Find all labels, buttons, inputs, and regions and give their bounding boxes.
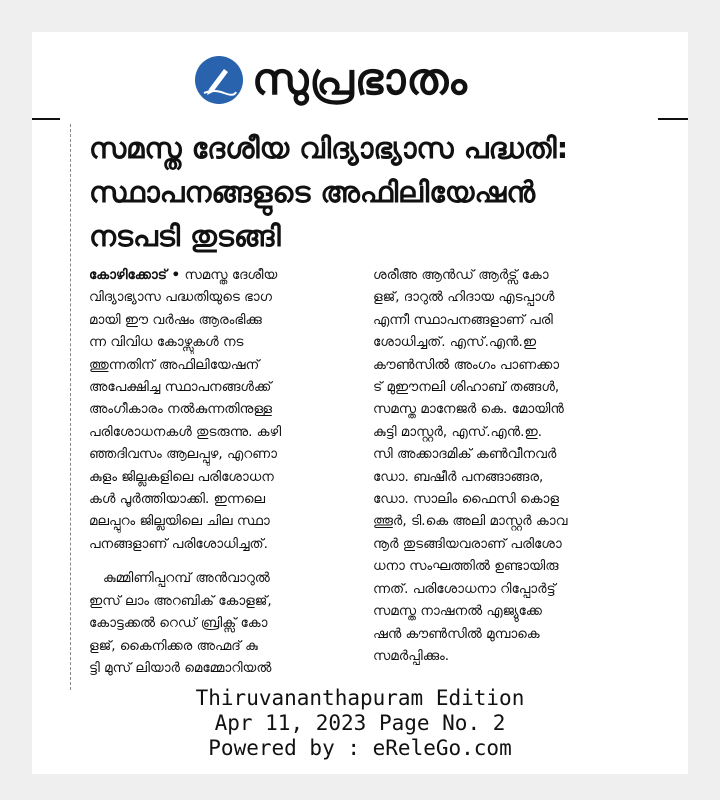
body-line: സി അക്കാദമിക് കൺവീനവർ: [373, 446, 557, 463]
article-headline: [89, 126, 639, 258]
article-column-left: [89, 264, 361, 679]
news-article: [70, 124, 649, 690]
edition-name: Thiruvananthapuram Edition: [195, 686, 525, 710]
body-line: കുളം ജില്ലകളിലെ പരിശോധന: [89, 468, 274, 485]
body-line: ധനാ സംഘത്തിൽ ഉണ്ടായിരു: [373, 558, 559, 575]
body-line: ട് മുഈനലി ശിഹാബ് തങ്ങൾ,: [373, 379, 560, 396]
pen-globe-emblem-icon: [194, 55, 244, 105]
body-line: കുട്ടി മാസ്റ്റർ, എസ്.എൻ.ഇ.: [373, 423, 542, 440]
body-line: കുമ്മിണിപ്പറമ്പ് അൻവാറുൽ: [103, 570, 270, 587]
newspaper-name: സുപ്രഭാതം: [252, 54, 468, 105]
edition-date-page: Apr 11, 2023 Page No. 2: [214, 711, 506, 735]
masthead-rule-left: [32, 118, 60, 120]
body-line: ശരീഅ ആൻഡ് ആർട്സ് കോ: [373, 267, 549, 283]
body-line: കൾ പൂർത്തിയാക്കി. ഇന്നലെ: [89, 491, 266, 508]
newspaper-logo: [194, 52, 468, 108]
body-line: ഡോ. സാലിം ഫൈസി കൊള: [373, 491, 559, 508]
body-line: കൗൺസിൽ അംഗം പാണക്കാ: [373, 356, 560, 373]
edition-footer: [32, 686, 688, 761]
body-line: മലപ്പുറം ജില്ലയിലെ ചില സ്ഥാ: [89, 513, 270, 530]
dateline: കോഴിക്കോട് •: [89, 267, 181, 283]
masthead-rule-right: [658, 118, 688, 120]
body-line: കോട്ടക്കൽ റെഡ് ബ്രിക്സ് കോ: [89, 615, 268, 632]
body-line: ത്തൂർ, ടി.കെ അലി മാസ്റ്റർ കാവ: [373, 513, 568, 530]
body-line: ളജ്, കൈനിക്കര അഹ്മദ് കു: [89, 637, 258, 654]
body-line: പനങ്ങളാണ് പരിശോധിച്ചത്.: [89, 535, 268, 552]
body-line: ഷൻ കൗൺസിൽ മുമ്പാകെ: [373, 625, 540, 642]
headline-line: നടപടി തുടങ്ങി: [89, 219, 281, 253]
body-line: സമസ്ത നാഷനൽ എജ്യുക്കേ: [373, 603, 542, 620]
body-line: ളജ്, ദാറുൽ ഹിദായ എടപ്പാൾ: [373, 289, 555, 306]
body-line: ഇസ് ലാം അറബിക് കോളജ്,: [89, 592, 272, 609]
body-line: വിദ്യാഭ്യാസ പദ്ധതിയുടെ ഭാഗ: [89, 289, 272, 306]
powered-by-link[interactable]: Powered by : eReleGo.com: [208, 736, 512, 760]
body-line: ശോധിച്ചത്. എസ്.എൻ.ഇ: [373, 334, 537, 351]
headline-line: സ്ഥാപനങ്ങളുടെ അഫിലിയേഷൻ: [89, 175, 536, 209]
body-line: ന്നത്. പരിശോധനാ റിപ്പോർട്ട്: [373, 580, 556, 597]
body-line: പരിശോധനകൾ തുടരുന്നു. കഴി: [89, 423, 282, 440]
body-line-text: സമസ്ത ദേശീയ: [184, 267, 278, 283]
body-line: ത്തുന്നതിന് അഫിലിയേഷന്: [89, 356, 260, 373]
body-line: അപേക്ഷിച്ച സ്ഥാപനങ്ങൾക്ക്: [89, 379, 272, 396]
body-line: ട്ടി മുസ് ലിയാർ മെമ്മോറിയൽ: [89, 659, 272, 676]
headline-line: സമസ്ത ദേശീയ വിദ്യാഭ്യാസ പദ്ധതി:: [89, 131, 569, 165]
body-line: സമസ്ത മാനേജർ കെ. മോയിൻ: [373, 401, 564, 418]
paragraph-gap: [89, 555, 361, 567]
body-line: സമർപ്പിക്കും.: [373, 647, 450, 664]
body-line: നൂർ തുടങ്ങിയവരാണ് പരിശോ: [373, 535, 562, 552]
body-line: [89, 264, 361, 286]
article-column-right: [373, 264, 645, 667]
body-line: ഞ്ഞദിവസം ആലപ്പുഴ, എറണാ: [89, 446, 277, 463]
masthead: [32, 44, 688, 116]
body-line: മായി ഈ വർഷം ആരംഭിക്കു: [89, 311, 262, 328]
body-line: ഡോ. ബഷീർ പനങ്ങാങ്ങര,: [373, 468, 544, 485]
body-line: ന്ന വിവിധ കോഴ്സുകൾ നട: [89, 334, 244, 351]
newspaper-clipping: [32, 32, 688, 774]
body-line: അംഗീകാരം നൽകുന്നതിനുള്ള: [89, 401, 273, 418]
body-line: എന്നീ സ്ഥാപനങ്ങളാണ് പരി: [373, 311, 553, 328]
